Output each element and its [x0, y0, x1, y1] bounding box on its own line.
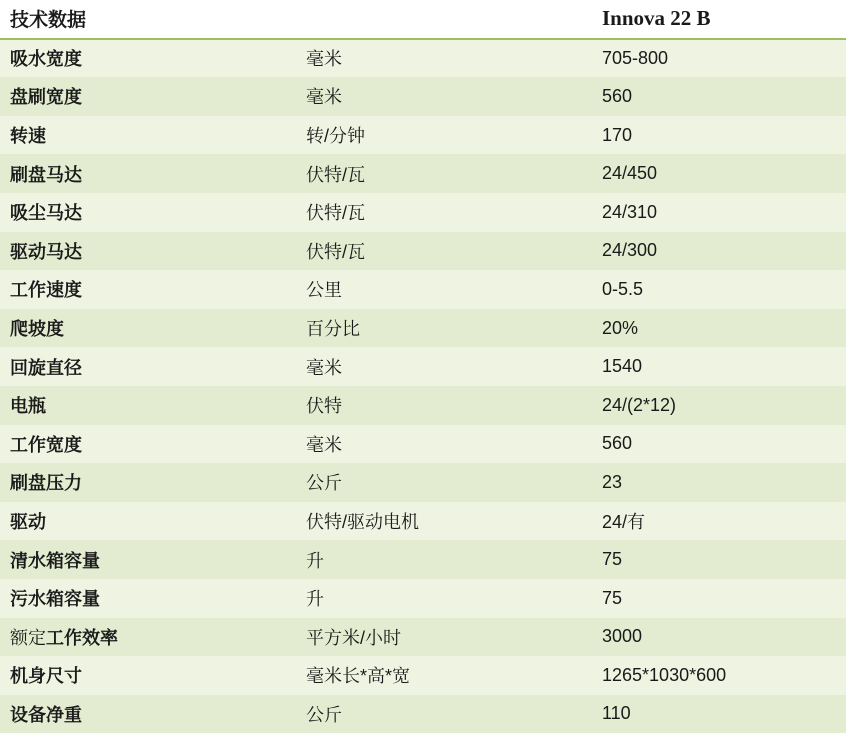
table-row [0, 656, 846, 695]
row-label: 回旋直径 [0, 347, 296, 386]
row-unit: 百分比 [296, 309, 592, 348]
row-value: 560 [592, 425, 846, 464]
row-value: 1540 [592, 347, 846, 386]
row-unit: 毫米 [296, 347, 592, 386]
row-label: 设备净重 [0, 695, 296, 733]
row-unit: 毫米 [296, 39, 592, 78]
table-row [0, 77, 846, 116]
row-value: 24/300 [592, 232, 846, 271]
table-row [0, 463, 846, 502]
row-value: 75 [592, 579, 846, 618]
row-unit: 升 [296, 579, 592, 618]
header-name: 技术数据 [0, 0, 296, 39]
row-unit: 伏特/驱动电机 [296, 502, 592, 541]
row-unit: 升 [296, 540, 592, 579]
row-value: 24/450 [592, 154, 846, 193]
table-row [0, 425, 846, 464]
row-unit: 伏特/瓦 [296, 193, 592, 232]
row-value: 20% [592, 309, 846, 348]
row-value: 0-5.5 [592, 270, 846, 309]
row-unit: 公里 [296, 270, 592, 309]
row-unit: 公斤 [296, 463, 592, 502]
row-value: 75 [592, 540, 846, 579]
row-unit: 公斤 [296, 695, 592, 733]
row-label: 污水箱容量 [0, 579, 296, 618]
table-row [0, 695, 846, 733]
row-unit: 平方米/小时 [296, 618, 592, 657]
row-label: 额定工作效率 [0, 618, 296, 657]
row-unit: 毫米 [296, 77, 592, 116]
row-unit: 伏特/瓦 [296, 154, 592, 193]
row-label: 工作速度 [0, 270, 296, 309]
table-row [0, 39, 846, 78]
table-row [0, 618, 846, 657]
table-row [0, 386, 846, 425]
header-unit [296, 0, 592, 39]
row-label: 刷盘马达 [0, 154, 296, 193]
header-model: Innova 22 B [592, 0, 846, 39]
row-value: 1265*1030*600 [592, 656, 846, 695]
row-value: 24/有 [592, 502, 846, 541]
table-row [0, 270, 846, 309]
row-label: 盘刷宽度 [0, 77, 296, 116]
table-row [0, 193, 846, 232]
row-value: 560 [592, 77, 846, 116]
table-row [0, 540, 846, 579]
row-label: 机身尺寸 [0, 656, 296, 695]
row-label: 工作宽度 [0, 425, 296, 464]
row-label: 爬坡度 [0, 309, 296, 348]
row-value: 23 [592, 463, 846, 502]
row-label: 转速 [0, 116, 296, 155]
row-label: 驱动马达 [0, 232, 296, 271]
row-value: 3000 [592, 618, 846, 657]
row-unit: 毫米 [296, 425, 592, 464]
table-row [0, 347, 846, 386]
row-value: 24/310 [592, 193, 846, 232]
row-label: 驱动 [0, 502, 296, 541]
row-label: 吸尘马达 [0, 193, 296, 232]
table-row [0, 232, 846, 271]
row-unit: 伏特/瓦 [296, 232, 592, 271]
row-label: 电瓶 [0, 386, 296, 425]
table-row [0, 502, 846, 541]
row-label: 刷盘压力 [0, 463, 296, 502]
row-value: 705-800 [592, 39, 846, 78]
row-label: 吸水宽度 [0, 39, 296, 78]
row-label: 清水箱容量 [0, 540, 296, 579]
row-value: 170 [592, 116, 846, 155]
row-value: 24/(2*12) [592, 386, 846, 425]
table-row [0, 154, 846, 193]
table-row [0, 579, 846, 618]
table-header-row [0, 0, 846, 39]
row-unit: 毫米长*高*宽 [296, 656, 592, 695]
row-unit: 伏特 [296, 386, 592, 425]
table-row [0, 116, 846, 155]
row-unit: 转/分钟 [296, 116, 592, 155]
table-row [0, 309, 846, 348]
row-value: 110 [592, 695, 846, 733]
